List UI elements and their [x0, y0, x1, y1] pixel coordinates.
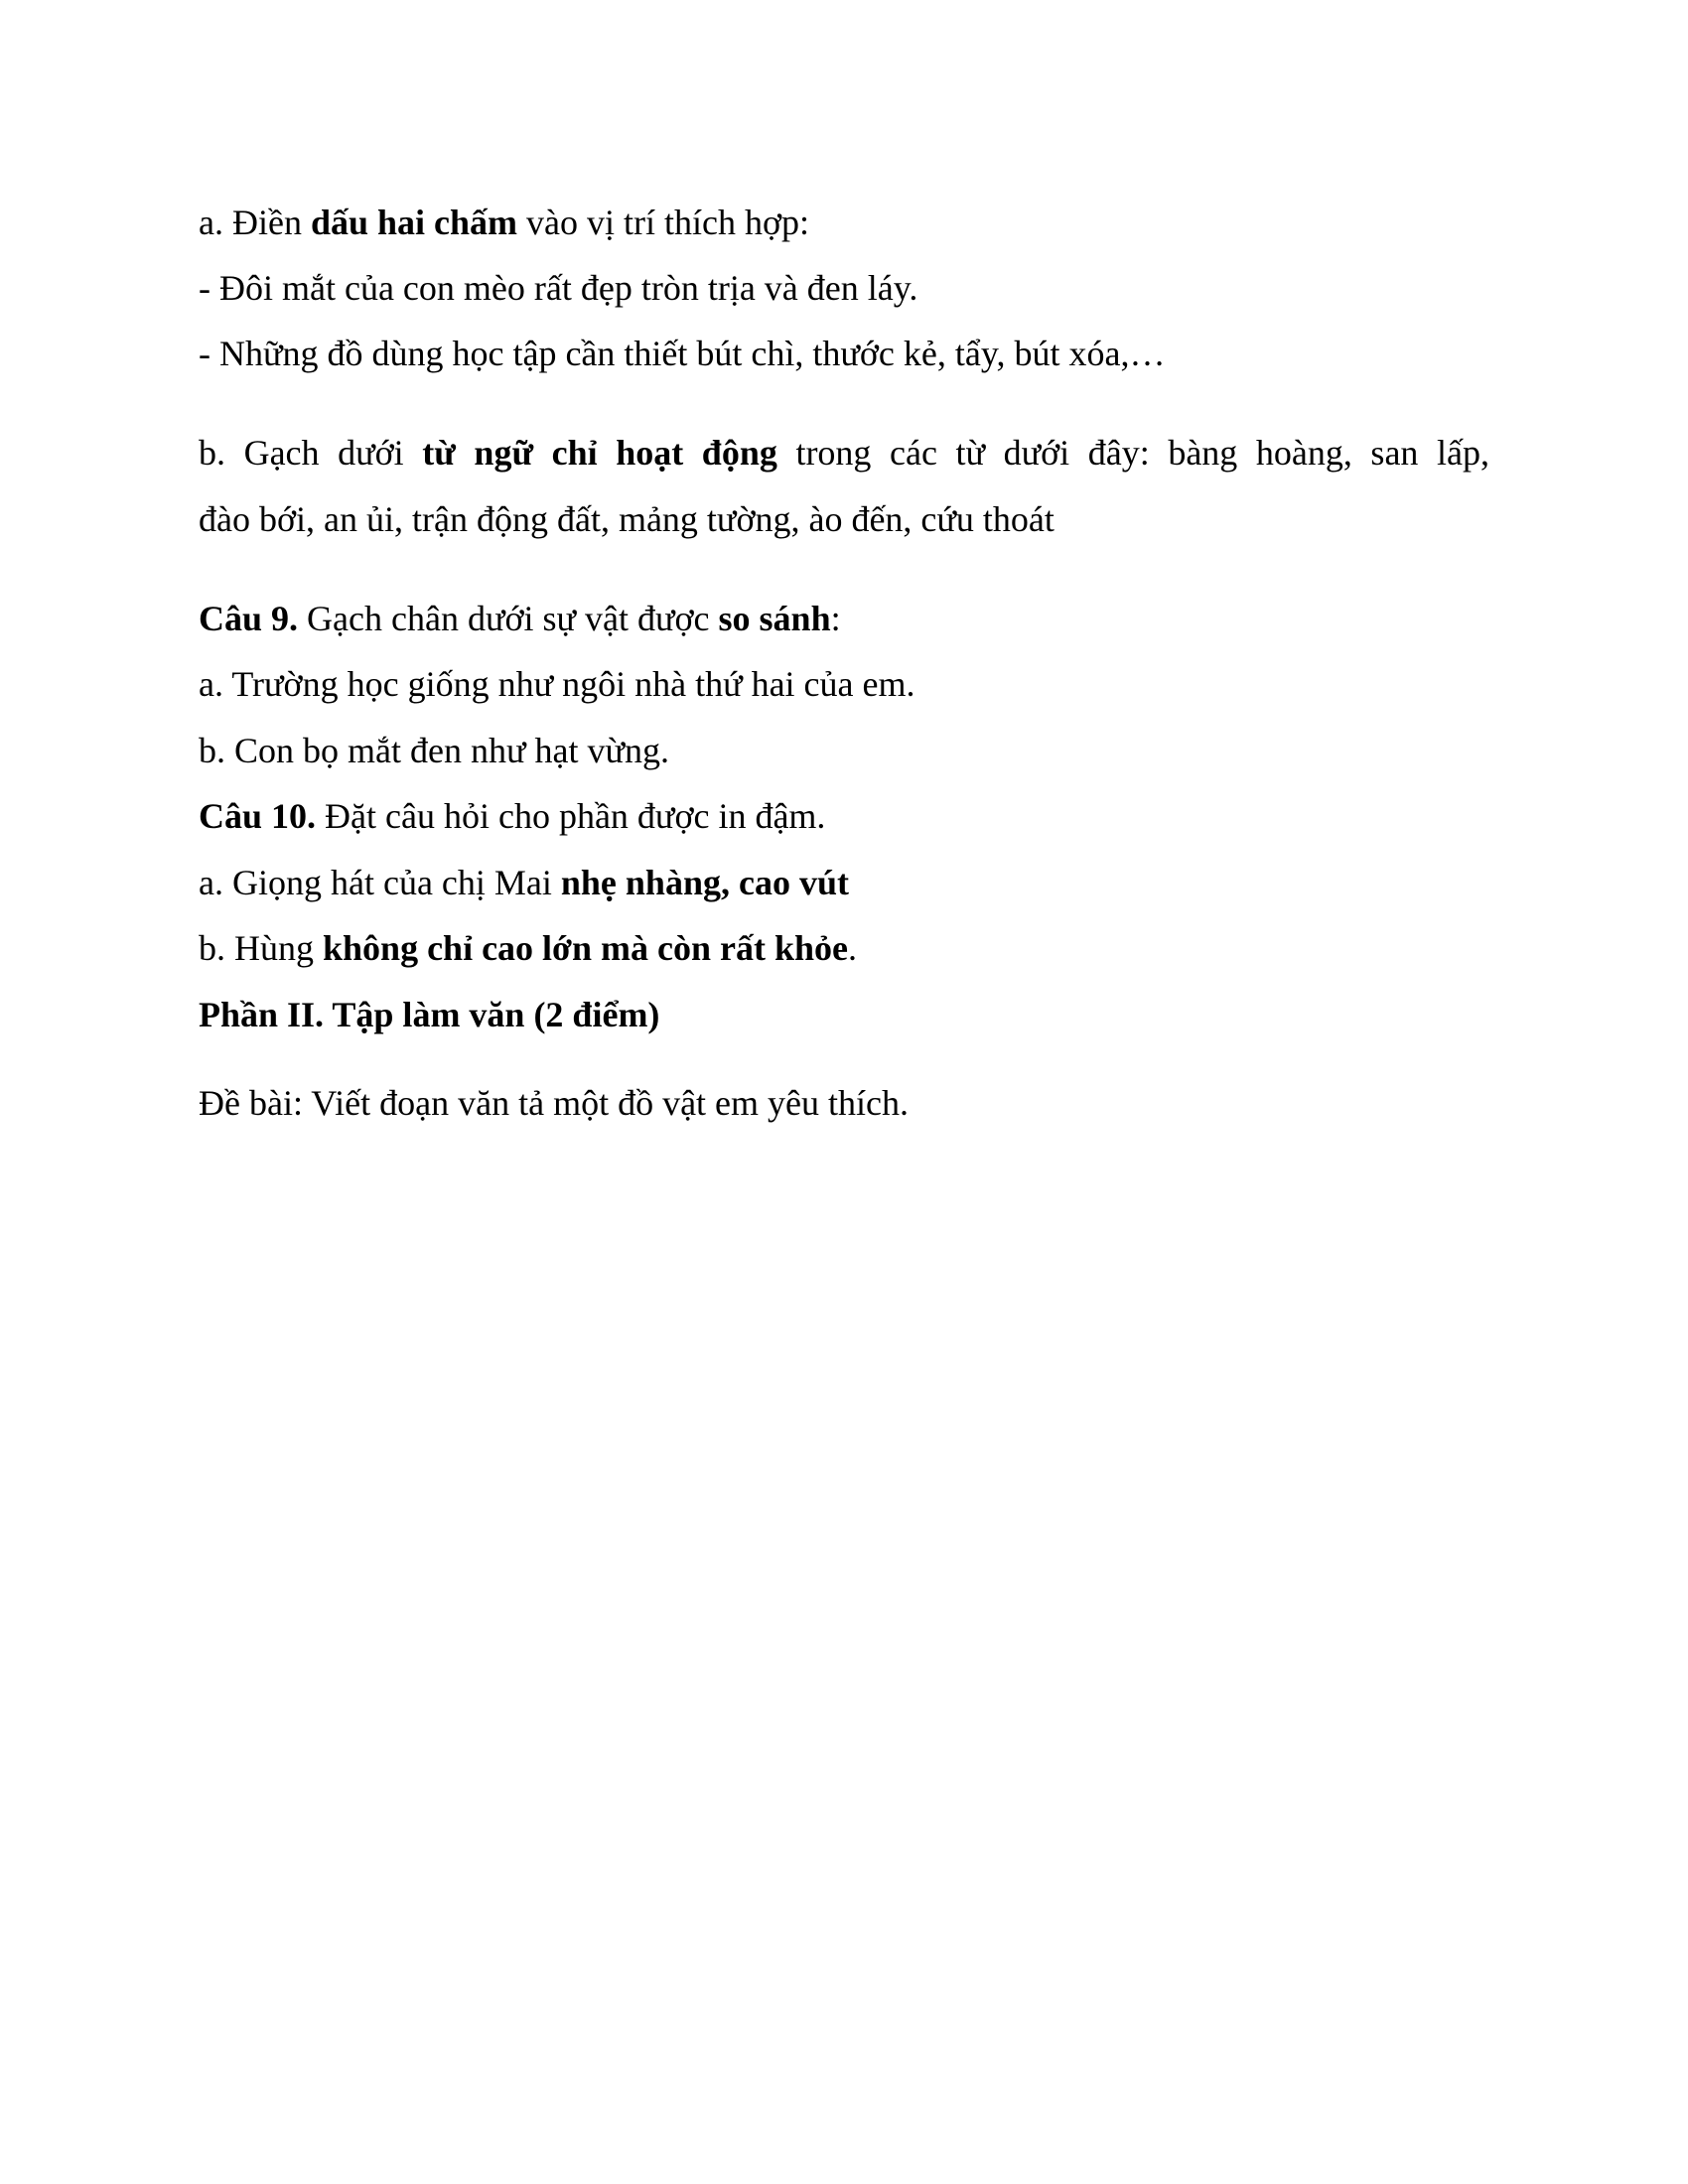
- part-2-heading: [199, 997, 659, 1032]
- question-9-bold-term: so sánh: [718, 599, 831, 638]
- question-9: [199, 601, 841, 636]
- question-9-item-b: b. Con bọ mắt đen như hạt vừng.: [199, 731, 669, 770]
- part-b-word-list: đào bới, an ủi, trận động đất, mảng tường, ào đến, cứu thoát: [199, 499, 1055, 539]
- question-10-label: Câu 10.: [199, 796, 317, 836]
- question-10: [199, 798, 825, 834]
- part-b-prefix: b. Gạch dưới: [199, 433, 423, 473]
- question-9-text: Gạch chân dưới sự vật được: [298, 599, 719, 638]
- part-b-suffix: trong các từ dưới đây: bàng hoàng, san lấp,: [776, 433, 1489, 473]
- part-2-heading-text: Phần II. Tập làm văn (2 điểm): [199, 995, 660, 1034]
- question-10-b-bold: không chỉ cao lớn mà còn rất khỏe: [323, 928, 848, 968]
- question-10-b-period: .: [847, 928, 857, 968]
- part-a-item-1: - Đôi mắt của con mèo rất đẹp tròn trịa và đen láy.: [199, 268, 918, 308]
- question-10-a-prefix: a. Giọng hát của chị Mai: [199, 863, 561, 902]
- question-10-item-a: [199, 865, 849, 900]
- question-10-item-b: [199, 930, 857, 966]
- question-10-a-bold: nhẹ nhàng, cao vút: [560, 863, 849, 902]
- question-9-label: Câu 9.: [199, 599, 299, 638]
- part-a-suffix: vào vị trí thích hợp:: [517, 203, 810, 242]
- question-10-text: Đặt câu hỏi cho phần được in đậm.: [316, 796, 826, 836]
- question-10-b-prefix: b. Hùng: [199, 928, 323, 968]
- question-9-item-a: a. Trường học giống như ngôi nhà thứ hai của em.: [199, 664, 915, 704]
- part-a-prefix: a. Điền: [199, 203, 311, 242]
- part-a-instruction: [199, 205, 809, 240]
- part-2-prompt: Đề bài: Viết đoạn văn tả một đồ vật em yêu thích.: [199, 1083, 909, 1123]
- question-9-colon: :: [830, 599, 841, 638]
- part-a-bold-term: dấu hai chấm: [310, 203, 518, 242]
- part-b-instruction: [199, 435, 1489, 471]
- part-b-bold-term: từ ngữ chỉ hoạt động: [422, 433, 777, 473]
- part-a-item-2: - Những đồ dùng học tập cần thiết bút chì, thước kẻ, tẩy, bút xóa,…: [199, 334, 1166, 373]
